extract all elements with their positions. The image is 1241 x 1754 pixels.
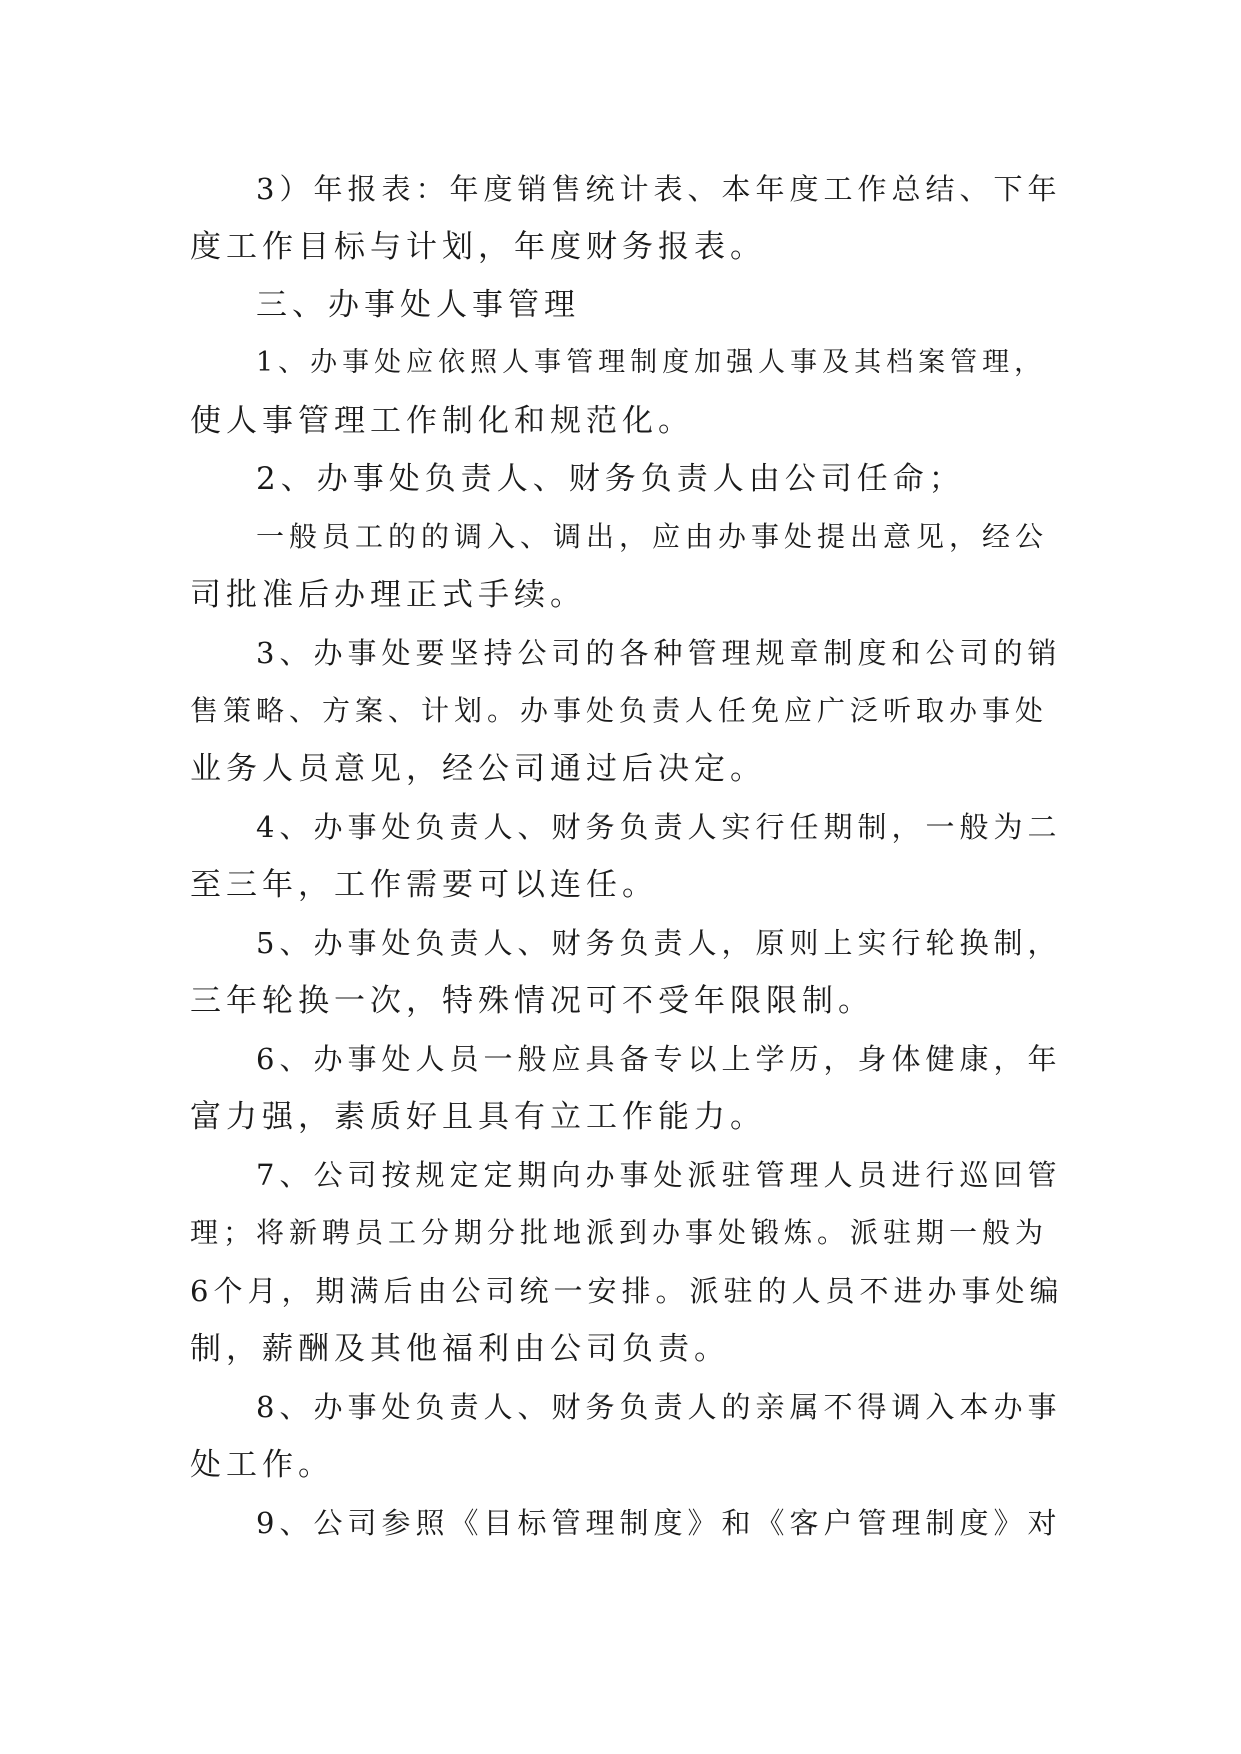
text-line: 富力强，素质好且具有立工作能力。 (190, 1099, 766, 1135)
text-line: 3、办事处要坚持公司的各种管理规章制度和公司的销 (256, 636, 1062, 670)
text-line: 使人事管理工作制化和规范化。 (190, 403, 694, 439)
text-line: 一般员工的的调入、调出，应由办事处提出意见，经公 (256, 520, 1049, 553)
text-line: 4、办事处负责人、财务负责人实行任期制，一般为二 (256, 810, 1062, 844)
text-line: 售策略、方案、计划。办事处负责人任免应广泛听取办事处 (190, 694, 1049, 727)
text-line: 三年轮换一次，特殊情况可不受年限限制。 (190, 983, 874, 1019)
text-line: 6个月，期满后由公司统一安排。派驻的人员不进办事处编 (190, 1274, 1064, 1308)
text-line: 度工作目标与计划，年度财务报表。 (190, 229, 766, 265)
text-line: 业务人员意见，经公司通过后决定。 (190, 751, 766, 787)
section-heading: 三、办事处人事管理 (256, 287, 580, 323)
text-line: 6、办事处人员一般应具备专以上学历，身体健康，年 (256, 1042, 1062, 1076)
text-line: 制，薪酬及其他福利由公司负责。 (190, 1331, 730, 1367)
text-line: 司批准后办理正式手续。 (190, 577, 586, 613)
text-line: 8、办事处负责人、财务负责人的亲属不得调入本办事 (256, 1390, 1062, 1424)
text-line: 处工作。 (190, 1447, 334, 1483)
text-line: 2、办事处负责人、财务负责人由公司任命； (256, 461, 965, 497)
text-line: 9、公司参照《目标管理制度》和《客户管理制度》对 (256, 1506, 1062, 1540)
text-line: 至三年，工作需要可以连任。 (190, 867, 658, 903)
text-line: 理；将新聘员工分期分批地派到办事处锻炼。派驻期一般为 (190, 1216, 1049, 1249)
body-text (190, 160, 1070, 1552)
text-line: 1、办事处应依照人事管理制度加强人事及其档案管理， (256, 347, 1047, 378)
text-line: 3）年报表：年度销售统计表、本年度工作总结、下年 (256, 172, 1062, 206)
text-line: 5、办事处负责人、财务负责人，原则上实行轮换制， (256, 926, 1062, 960)
text-line: 7、公司按规定定期向办事处派驻管理人员进行巡回管 (256, 1158, 1062, 1192)
